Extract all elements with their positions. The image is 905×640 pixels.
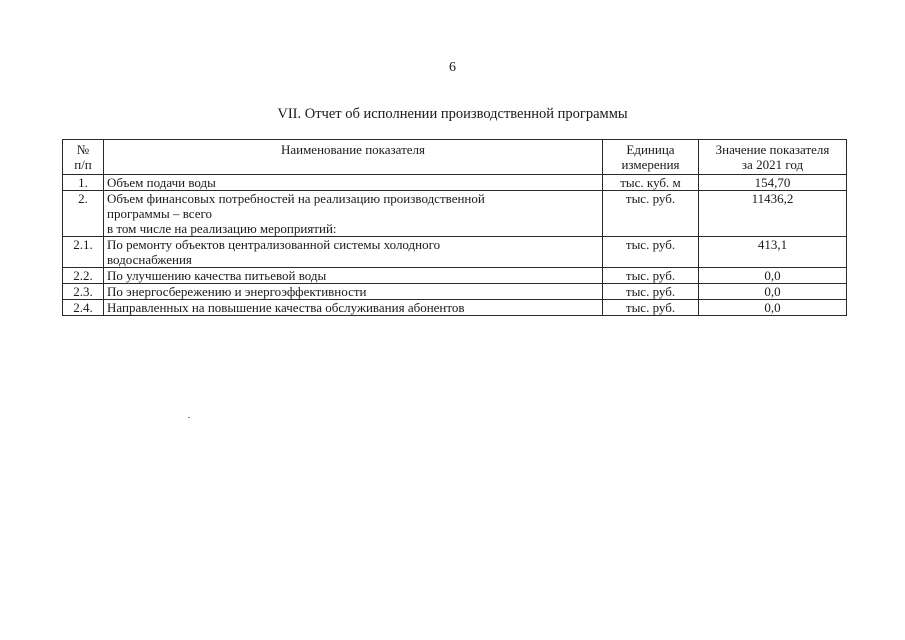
row-num: 2.3. xyxy=(63,284,104,300)
row-unit: тыс. руб. xyxy=(603,300,699,316)
row-unit: тыс. куб. м xyxy=(603,175,699,191)
row-value: 154,70 xyxy=(699,175,847,191)
table-row xyxy=(63,284,847,300)
row-name: Направленных на повышение качества обслуживания абонентов xyxy=(104,300,603,316)
row-value: 413,1 xyxy=(699,237,847,268)
header-value: Значение показателя за 2021 год xyxy=(699,140,847,175)
row-name: По ремонту объектов централизованной системы холодного водоснабжения xyxy=(104,237,603,268)
row-value: 11436,2 xyxy=(699,191,847,237)
row-name: Объем финансовых потребностей на реализацию производственной программы – всего в том числе на реализацию мероприятий: xyxy=(104,191,603,237)
row-num: 2.2. xyxy=(63,268,104,284)
row-unit: тыс. руб. xyxy=(603,268,699,284)
row-num: 2.4. xyxy=(63,300,104,316)
header-num: № п/п xyxy=(63,140,104,175)
table-header-row xyxy=(63,140,847,175)
report-table xyxy=(62,139,847,316)
row-name: По улучшению качества питьевой воды xyxy=(104,268,603,284)
page-number: 6 xyxy=(449,60,456,75)
header-unit: Единица измерения xyxy=(603,140,699,175)
table-row xyxy=(63,237,847,268)
row-unit: тыс. руб. xyxy=(603,191,699,237)
table-row xyxy=(63,175,847,191)
row-num: 2.1. xyxy=(63,237,104,268)
table-row xyxy=(63,268,847,284)
row-name: Объем подачи воды xyxy=(104,175,603,191)
header-name: Наименование показателя xyxy=(104,140,603,175)
row-unit: тыс. руб. xyxy=(603,284,699,300)
row-num: 1. xyxy=(63,175,104,191)
row-unit: тыс. руб. xyxy=(603,237,699,268)
row-value: 0,0 xyxy=(699,268,847,284)
scan-speck xyxy=(188,417,190,418)
row-name: По энергосбережению и энергоэффективности xyxy=(104,284,603,300)
table-row xyxy=(63,191,847,237)
table-row xyxy=(63,300,847,316)
row-value: 0,0 xyxy=(699,284,847,300)
row-value: 0,0 xyxy=(699,300,847,316)
row-num: 2. xyxy=(63,191,104,237)
section-title: VII. Отчет об исполнении производственной программы xyxy=(277,106,628,122)
